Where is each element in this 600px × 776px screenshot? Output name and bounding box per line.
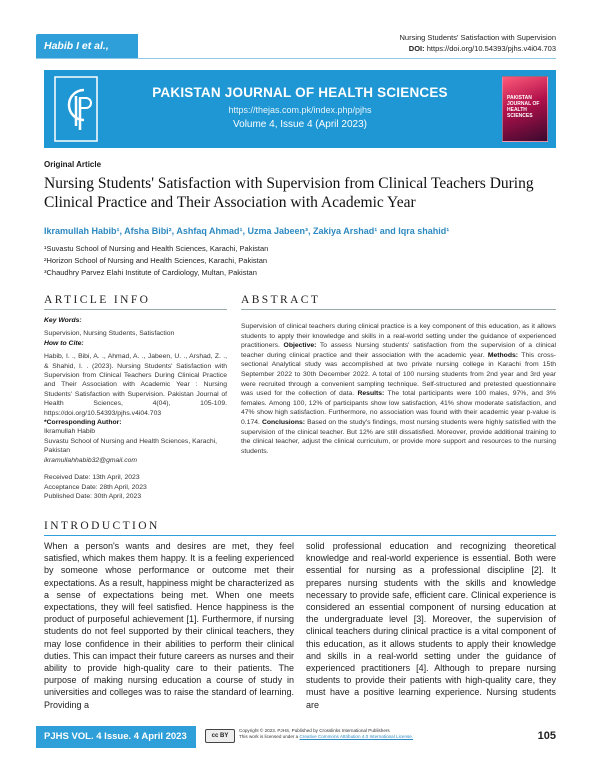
doi-link[interactable]: https://doi.org/10.54393/pjhs.v4i04.703 <box>426 44 556 53</box>
methods-text: This cross-sectional Analytical study was accomplished at two private nursing college in Karachi from 15th September 2022 to 30th December 2022. A total of 100 nursing students from 2nd year and 3rd year were recruited through a convenient sampling technique. Self-structured and pretested questionnaire was used for the collection of data. <box>241 351 557 398</box>
published-date: Published Date: 30th April, 2023 <box>44 492 142 500</box>
journal-name: PAKISTAN JOURNAL OF HEALTH SCIENCES <box>152 85 448 100</box>
running-title: Nursing Students' Satisfaction with Supervision <box>399 33 556 42</box>
affiliation-item: ³Chaudhry Parvez Elahi Institute of Cardiology, Multan, Pakistan <box>44 268 257 277</box>
affiliations <box>44 243 268 279</box>
journal-banner <box>44 70 556 148</box>
affiliation-item: ²Horizon School of Nursing and Health Sciences, Karachi, Pakistan <box>44 256 268 265</box>
doi-line <box>399 43 556 54</box>
corresponding-affiliation: Suvastu School of Nursing and Health Sciences, Karachi, Pakistan <box>44 437 218 455</box>
introduction-column-2: solid professional education and recognizing theoretical knowledge and real-world experience is essential. Both were essential for nursing as a professional discipline [2]. It prepares nursing students with the skills and knowledge necessary to provide safe, efficient care. Clinical experience is considered an essential component of nursing education at the undergraduate level [3]. Moreover, the supervision of clinical teachers during clinical practice is a vital component of this education, as it allows students to apply their knowledge and skills in a real-world setting under the guidance of experienced practitioners [4]. Although to prepare nursing students to provide their patients with high-quality care, they must have a positive learning experience. Nursing students are <box>306 541 556 710</box>
article-info-panel <box>44 316 227 501</box>
abstract-heading: ABSTRACT <box>241 294 321 306</box>
running-header <box>399 32 556 54</box>
methods-label: Methods: <box>487 351 519 359</box>
running-author-tab: Habib I et al., <box>36 34 138 58</box>
header-rule <box>36 58 556 59</box>
objective-label: Objective: <box>283 342 317 350</box>
received-date: Received Date: 13th April, 2023 <box>44 474 140 482</box>
results-label: Results: <box>357 390 385 398</box>
doi-label: DOI: <box>408 44 425 53</box>
article-title: Nursing Students' Satisfaction with Supervision from Clinical Teachers During Clinical Practice and Their Association with Academic Year <box>44 175 534 211</box>
license-prefix: This work is licensed under a <box>239 734 299 739</box>
cover-title: PAKISTAN JOURNAL OF HEALTH SCIENCES <box>507 95 540 119</box>
copyright-notice <box>239 728 413 740</box>
introduction-column-1: When a person's wants and desires are met, they feel satisfied, which makes them happy. It is a feeling experienced by someone whose performance or outcome met their expectations. As a result, happiness might be characterized as a sense of expectations being met. When one meets expectations, they will feel satisfied. Hence happiness is the product of purposeful achievement [1]. Furthermore, if nursing students do not feel supported by their clinical teachers, they may lose confidence in their abilities to perform their clinical duties. This can impact their future careers as nurses and their ability to provide high-quality care to their patients. The purpose of making nursing education a course of study in universities and colleges was to raise the standard of learning. Providing a <box>44 541 294 710</box>
conclusions-label: Conclusions: <box>261 418 306 426</box>
abstract-intro: Supervision of clinical teachers during clinical practice is a key component of this education, as it allows students to apply their knowledge and skills in a real-world setting under the guidance of experienced practitioners. <box>241 323 556 350</box>
abstract-body <box>241 322 556 456</box>
corresponding-name: Ikramullah Habib <box>44 428 95 436</box>
journal-volume: Volume 4, Issue 4 (April 2023) <box>233 119 367 130</box>
license-link[interactable]: Creative Commons Attribution 4.0 International License. <box>299 734 414 739</box>
citation-text: Habib, I. ., Bibi, A. ., Ahmad, A. ., Jabeen, U. ., Arshad, Z. ., & Shahid, I. . (2023). Nursing Students' Satisfaction with Supervision from Clinical Teachers During Clinical Practice and Their Association with Academic Year : Nursing Students' Satisfaction with Supervision. Pakistan Journal of Health Sciences, 4(04), 105-109. https://doi.org/10.54393/pjhs.v4i04.703 <box>44 353 227 417</box>
journal-cover-thumbnail <box>502 76 548 142</box>
introduction-rule <box>44 535 556 536</box>
article-info-heading: ARTICLE INFO <box>44 294 151 306</box>
cc-license-icon[interactable]: cc BY <box>205 729 235 743</box>
objective-text: To assess Nursing students' satisfaction from the supervision of a clinical teacher during clinical practice and their association with the academic year. <box>241 342 557 359</box>
abstract-rule <box>241 309 556 310</box>
affiliation-item: ¹Suvastu School of Nursing and Health Sciences, Karachi, Pakistan <box>44 244 269 253</box>
introduction-heading: INTRODUCTION <box>44 520 160 532</box>
page-number: 105 <box>537 730 556 742</box>
journal-url[interactable]: https://thejas.com.pk/index.php/pjhs <box>228 105 372 115</box>
corresponding-label: *Corresponding Author: <box>44 419 122 427</box>
keywords: Supervision, Nursing Students, Satisfaction <box>44 330 175 338</box>
accepted-date: Acceptance Date: 28th April, 2023 <box>44 483 147 491</box>
conclusions-text: Based on the study's findings, most nursing students were highly satisfied with the supervision of the clinical teacher. But 12% are still dissatisfied. Moreover, provide additional training to the clinical teacher, adjust the clinical curriculum, or provide more support and resources to the nursing students. <box>241 418 556 455</box>
article-info-rule <box>44 309 227 310</box>
footer-journal-tab: PJHS VOL. 4 Issue. 4 April 2023 <box>36 726 196 748</box>
copyright-text: Copyright © 2023. PJHS, Published by Crosslinks International Publishers <box>239 728 390 733</box>
keywords-label: Key Words: <box>44 317 82 324</box>
corresponding-email[interactable]: ikramullahhabib32@gmail.com <box>44 456 138 464</box>
results-text: The total participants were 100 males, 97%, and 3% females. Among 100, 12% of participants show low satisfaction, 41% show moderate satisfaction, and 47% show high satisfaction. Furthermore, no association was found with their academic year p-value is 0.174. <box>241 390 557 426</box>
cite-label: How to Cite: <box>44 339 84 347</box>
author-list: Ikramullah Habib¹, Afsha Bibi², Ashfaq Ahmad¹, Uzma Jabeen³, Zakiya Arshad¹ and Iqra shahid¹ <box>44 226 450 236</box>
article-type: Original Article <box>44 160 102 169</box>
